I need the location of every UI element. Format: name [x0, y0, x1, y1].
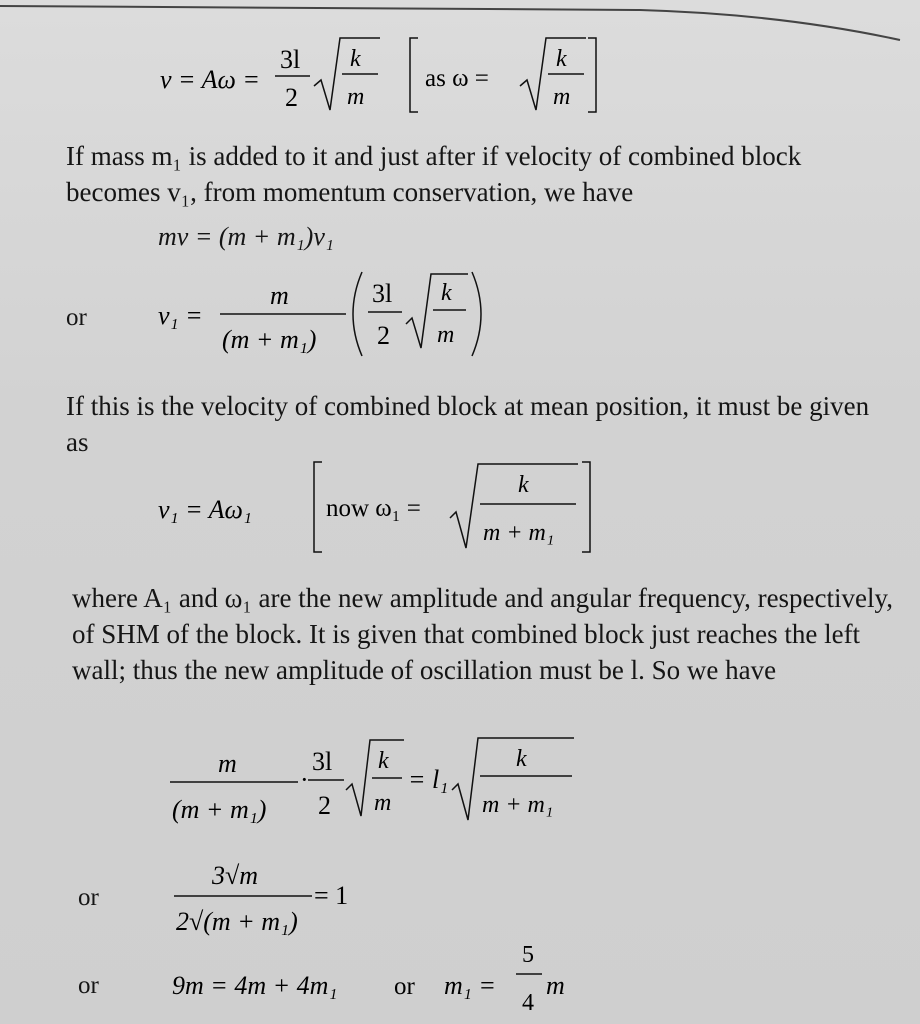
label-or-2: or	[78, 884, 99, 911]
eq5-rhs-den: m + m₁	[482, 792, 554, 818]
eq7-rhs-suffix: m	[546, 971, 565, 1000]
eq5-root-den: m	[374, 790, 392, 816]
eq3-inner-den: 2	[377, 321, 390, 350]
eq5-rhs: = l₁	[408, 765, 449, 794]
paragraph-mean-position: If this is the velocity of combined block at mean position, it must be given as	[66, 391, 870, 457]
equation-v1-expression	[150, 262, 490, 362]
eq1-note-num: k	[556, 46, 567, 72]
eq5-rhs-num: k	[516, 746, 527, 772]
eq7-rhs-prefix: m₁ =	[444, 971, 496, 1000]
eq1-note-den: m	[553, 84, 571, 110]
equation-velocity-amplitude	[140, 30, 620, 120]
equation-momentum: mv = (m + m₁)v₁	[158, 222, 334, 251]
eq7-or: or	[394, 973, 415, 1000]
eq3-root-num: k	[441, 280, 452, 306]
equation-amplitude-condition	[160, 728, 600, 828]
eq1-root-den: m	[347, 84, 365, 110]
eq5-mid-num: 3l	[312, 747, 333, 776]
eq5-dot: ·	[300, 765, 309, 794]
label-or-3: or	[78, 972, 99, 999]
eq4-lhs: v₁ = Aω₁	[158, 495, 252, 524]
eq3-lhs: v₁ =	[158, 301, 203, 330]
eq4-note-den: m + m₁	[483, 520, 555, 546]
eq4-note-num: k	[518, 472, 529, 498]
eq3-den: (m + m₁)	[222, 325, 317, 354]
label-or-1: or	[66, 304, 87, 331]
eq6-num: 3√m	[212, 861, 259, 890]
equation-final-mass	[168, 932, 588, 1018]
eq1-frac-den: 2	[285, 83, 298, 112]
equation-ratio	[168, 850, 388, 940]
eq5-root-num: k	[378, 748, 389, 774]
eq6-rhs: = 1	[314, 881, 349, 910]
eq1-root-num: k	[350, 46, 361, 72]
eq3-root-den: m	[437, 322, 455, 348]
eq3-inner-num: 3l	[372, 279, 393, 308]
equation-v1-amplitude	[150, 452, 600, 560]
eq3-num: m	[270, 281, 289, 310]
eq5-mid-den: 2	[318, 791, 331, 820]
eq7-rhs-den: 4	[522, 990, 534, 1016]
paragraph-momentum-conservation: If mass m₁ is added to it and just after if velocity of combined block becomes v₁, from momentum conservation, we have	[66, 141, 802, 207]
eq5-num: m	[218, 749, 237, 778]
eq6-den: 2√(m + m₁)	[176, 907, 298, 936]
eq1-note-prefix: as ω =	[425, 65, 489, 92]
eq7-lhs: 9m = 4m + 4m₁	[172, 971, 338, 1000]
eq1-frac-num: 3l	[280, 45, 301, 74]
eq7-rhs-num: 5	[522, 942, 534, 968]
eq4-note-prefix: now ω₁ =	[326, 495, 421, 522]
eq1-lhs: v = Aω =	[160, 65, 260, 94]
eq5-den: (m + m₁)	[172, 795, 267, 824]
paragraph-new-amplitude: where A₁ and ω₁ are the new amplitude and angular frequency, respectively, of SHM of the block. It is given that combined block just reaches the left wall; thus the new amplitude of oscillation must be l. So we have	[72, 583, 894, 685]
